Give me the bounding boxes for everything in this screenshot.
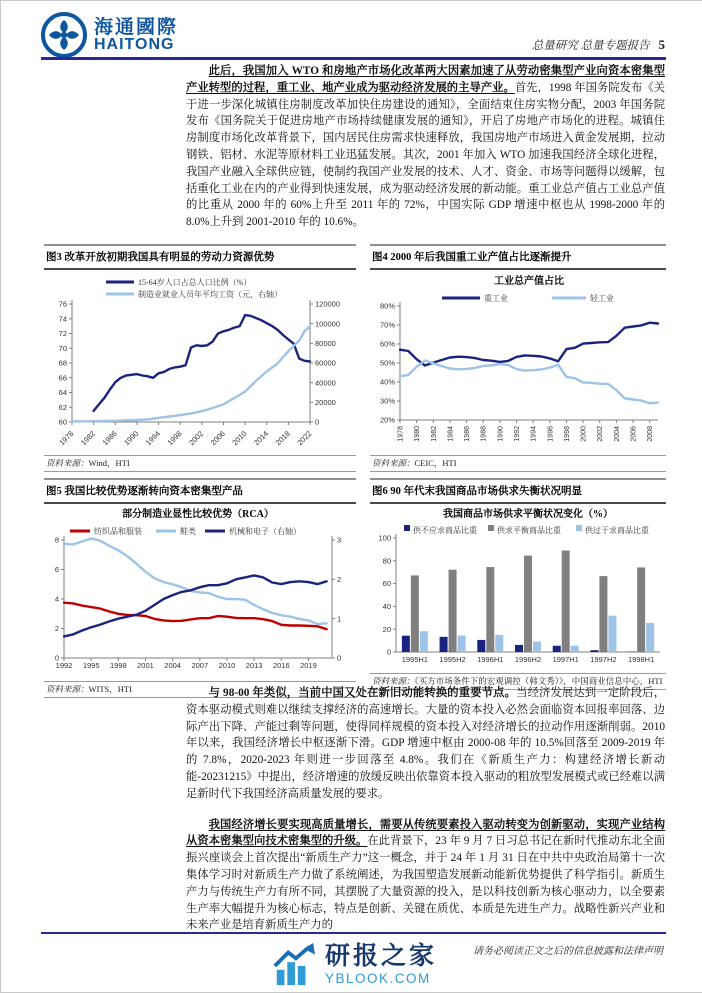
paragraph-2 <box>186 685 665 803</box>
svg-text:1998H1: 1998H1 <box>628 655 654 664</box>
figure-6-chart <box>370 506 666 668</box>
watermark-name-en: YBLOOK.COM <box>325 972 437 986</box>
svg-text:1994: 1994 <box>144 429 162 447</box>
svg-text:100: 100 <box>378 534 391 543</box>
svg-text:60%: 60% <box>380 340 395 349</box>
paragraph-3-body: 在此背景下，23 年 9 月 7 日习总书记在新时代推动东北全面振兴座谈会上首次提出“新质生产力”这一概念，并于 24 年 1 月 31 日在中共中央政治局第十一次集体学习时对新质生产力做了系统阐述，为我国塑造发展新动能新优势提供了科学指引。新质生产力与传统生产力有所不同，其摆脱了大量资源的投入，是以科技创新为核心驱动力，以全要素生产率大幅提升为核心标志，特点是创新、关键在质优、本质是先进生产力。战略性新兴产业和未来产业是培育新质生产力的 <box>186 835 665 931</box>
footer-rule <box>41 932 666 934</box>
paragraph-1-body: 首先，1998 年国务院发布《关于进一步深化城镇住房制度改革加快住房建设的通知》，全面结束住房实物分配，2003 年国务院发布《国务院关于促进房地产市场持续健康发展的通知》，开启了房地产市场化的进程。城镇住房制度市场化改革背景下，国内居民住房需求快速释放，我国房地产市场进入黄金发展期，拉动钢铁、铝材、水泥等原材料工业迅猛发展。其次，2001 年加入 WTO 加速我国经济全球化进程，我国产业融入全球供应链，使制约我国产业发展的技术、人才、资金、市场等问题得以缓解，包括重化工业在内的产业得到快速发展，成为驱动经济发展的新动能。重工业总产值占工业总产值的比重从 2000 年的 60%上升至 2011 年的 72%，中国实际 GDP 增速中枢也从 1998-2000 年的 8.0%上升到 2001-2010 年的 10.6%。 <box>186 82 665 228</box>
header-rule <box>41 57 666 60</box>
figure-3-caption: 图3 改革开放初期我国具有明显的劳动力资源优势 <box>44 244 356 270</box>
paragraph-3 <box>186 817 665 935</box>
svg-text:2019: 2019 <box>300 661 317 670</box>
svg-text:40%: 40% <box>380 378 395 387</box>
brand-name-en: HAITONG <box>94 37 178 53</box>
svg-text:1995H2: 1995H2 <box>439 655 465 664</box>
svg-text:2018: 2018 <box>274 429 292 447</box>
figure-4-caption: 图4 2000 年后我国重工业产值占比逐渐提升 <box>370 244 666 270</box>
svg-text:1984: 1984 <box>447 426 454 442</box>
svg-text:供过于求商品比重: 供过于求商品比重 <box>585 525 649 535</box>
svg-text:1997H1: 1997H1 <box>553 655 579 664</box>
svg-text:0: 0 <box>337 654 341 663</box>
svg-text:72: 72 <box>59 329 67 338</box>
svg-text:供不应求商品比重: 供不应求商品比重 <box>413 525 477 535</box>
svg-text:20: 20 <box>383 625 391 634</box>
paragraph-1-lead: 此后，我国加入 WTO 和房地产市场化改革两大因素加速了从劳动密集型产业向资本密集型产业转型的过程，重工业、地产业成为驱动经济发展的主导产业。 <box>186 65 665 94</box>
svg-text:1992: 1992 <box>56 661 73 670</box>
svg-text:鞋类: 鞋类 <box>180 526 196 536</box>
brand-name-cn: 海通國際 <box>94 18 178 37</box>
svg-text:20000: 20000 <box>315 398 336 407</box>
svg-text:1978: 1978 <box>57 429 75 447</box>
svg-text:2004: 2004 <box>614 426 621 442</box>
svg-text:62: 62 <box>59 403 67 412</box>
svg-text:2002: 2002 <box>597 426 604 442</box>
svg-text:我国商品市场供求平衡状况变化（%）: 我国商品市场供求平衡状况变化（%） <box>443 507 613 520</box>
svg-text:工业总产值占比: 工业总产值占比 <box>494 274 564 287</box>
figure-5-block <box>44 478 356 698</box>
svg-text:0: 0 <box>315 418 319 427</box>
svg-text:2008: 2008 <box>647 426 654 442</box>
svg-text:制造业就业人员年平均工资（元，右轴）: 制造业就业人员年平均工资（元，右轴） <box>138 289 282 300</box>
figure-5-caption: 图5 我国比较优势逐渐转向资本密集型产品 <box>44 478 356 504</box>
figure-3-source: 资料来源：Wind，HTI <box>44 455 356 472</box>
figure-4-chartbox <box>370 270 666 455</box>
svg-text:3: 3 <box>337 536 341 545</box>
figure-6-chartbox <box>370 504 666 673</box>
svg-text:1982: 1982 <box>431 426 438 442</box>
svg-text:轻工业: 轻工业 <box>590 293 614 303</box>
svg-text:1988: 1988 <box>481 426 488 442</box>
figure-6-block <box>370 478 666 698</box>
svg-text:50%: 50% <box>380 359 395 368</box>
paragraph-2-body: 当经济发展达到一定阶段后，资本驱动模式则难以继续支撑经济的高速增长。大量的资本投入必然会面临资本回报率回落、边际产出下降、产能过剩等问题，使得同样规模的资本投入对经济增长的拉动作用逐渐削弱。2010 年以来，我国经济增长中枢逐渐下滑。GDP 增速中枢由 2000-08 年的 10.5%回落至 2009-2019 年的 7.8%，2020-2023 年则进一步回落至 4.8%。我们在《新质生产力：构建经济增长新动能-20231215》中提出，经济增速的放缓反映出依靠资本投入驱动的粗放型发展模式或已经难以满足新时代下我国经济高质量发展的要求。 <box>186 687 665 800</box>
svg-text:66: 66 <box>59 373 67 382</box>
svg-text:6: 6 <box>55 565 59 574</box>
svg-text:2002: 2002 <box>187 429 205 447</box>
svg-text:2014: 2014 <box>252 429 270 447</box>
haitong-logo-icon <box>41 12 87 58</box>
svg-text:2: 2 <box>337 575 341 584</box>
svg-text:60: 60 <box>383 579 391 588</box>
body-section-1 <box>186 63 665 245</box>
svg-text:1994: 1994 <box>531 426 538 442</box>
svg-text:40: 40 <box>383 602 391 611</box>
svg-text:60000: 60000 <box>315 359 336 368</box>
svg-text:1986: 1986 <box>464 426 471 442</box>
bar-chart-arrow-icon <box>271 943 317 987</box>
svg-text:76: 76 <box>59 300 67 309</box>
svg-text:部分制造业显性比较优势（RCA）: 部分制造业显性比较优势（RCA） <box>122 507 274 520</box>
svg-text:1990: 1990 <box>497 426 504 442</box>
report-type-header <box>532 37 665 53</box>
svg-text:2022: 2022 <box>295 429 313 447</box>
svg-text:0: 0 <box>55 654 59 663</box>
figure-3-block <box>44 244 356 472</box>
figure-6-source: 资料来源：《买方市场条件下的宏观调控（韩文秀）》，中国商业信息中心，HTI <box>370 673 666 690</box>
svg-text:20%: 20% <box>380 416 395 425</box>
doc-type-label: 总量研究 总量专题报告 <box>532 40 650 52</box>
svg-text:80: 80 <box>383 556 391 565</box>
svg-text:2004: 2004 <box>164 661 181 670</box>
svg-text:64: 64 <box>59 388 67 397</box>
svg-text:1997H2: 1997H2 <box>590 655 616 664</box>
svg-text:1996H1: 1996H1 <box>477 655 503 664</box>
watermark-name-cn: 研报之家 <box>325 944 437 969</box>
paragraph-3-lead: 我国经济增长要实现高质量增长，需要从传统要素投入驱动转变为创新驱动，实现产业结构从资本密集型向技术密集型的升级。 <box>186 819 665 848</box>
body-section-2 <box>186 685 665 948</box>
figure-grid <box>44 244 666 698</box>
svg-text:2001: 2001 <box>137 661 154 670</box>
svg-text:80%: 80% <box>380 302 395 311</box>
svg-text:1986: 1986 <box>101 429 119 447</box>
svg-text:80000: 80000 <box>315 339 336 348</box>
figure-4-block <box>370 244 666 472</box>
svg-text:机械和电子（右轴）: 机械和电子（右轴） <box>229 526 301 536</box>
svg-text:2007: 2007 <box>191 661 208 670</box>
svg-text:100000: 100000 <box>315 319 340 328</box>
svg-text:重工业: 重工业 <box>484 293 508 303</box>
svg-text:1980: 1980 <box>414 426 421 442</box>
svg-text:40000: 40000 <box>315 378 336 387</box>
svg-text:1995H1: 1995H1 <box>402 655 428 664</box>
svg-text:2016: 2016 <box>273 661 290 670</box>
svg-text:1982: 1982 <box>79 429 97 447</box>
paragraph-2-lead: 与 98-00 年类似，当前中国又处在新旧动能转换的重要节点。 <box>209 687 517 699</box>
svg-text:1996H2: 1996H2 <box>515 655 541 664</box>
svg-text:1998: 1998 <box>110 661 127 670</box>
svg-text:74: 74 <box>59 314 67 323</box>
svg-text:2: 2 <box>55 624 59 633</box>
svg-text:1995: 1995 <box>83 661 100 670</box>
svg-text:2010: 2010 <box>230 429 248 447</box>
footer-disclaimer: 请务必阅读正文之后的信息披露和法律声明 <box>473 942 663 957</box>
figure-3-chartbox <box>44 270 356 455</box>
figure-4-chart <box>370 272 666 450</box>
svg-text:2000: 2000 <box>581 426 588 442</box>
svg-text:4: 4 <box>55 595 59 604</box>
figure-4-source: 资料来源：CEIC，HTI <box>370 455 666 472</box>
svg-text:供求平衡商品比重: 供求平衡商品比重 <box>497 525 561 535</box>
svg-text:1: 1 <box>337 614 341 623</box>
figure-5-chartbox <box>44 504 356 681</box>
svg-text:68: 68 <box>59 359 67 368</box>
svg-text:70: 70 <box>59 344 67 353</box>
svg-text:2013: 2013 <box>246 661 263 670</box>
svg-text:15-64岁人口占总人口比例（%）: 15-64岁人口占总人口比例（%） <box>138 277 251 287</box>
watermark-logo <box>271 943 437 987</box>
figure-3-chart <box>44 272 352 450</box>
svg-text:70%: 70% <box>380 321 395 330</box>
svg-text:60: 60 <box>59 418 67 427</box>
haitong-logo <box>41 12 178 58</box>
svg-text:1990: 1990 <box>122 429 140 447</box>
svg-text:8: 8 <box>55 536 59 545</box>
figure-6-caption: 图6 90 年代末我国商品市场供求失衡状况明显 <box>370 478 666 504</box>
svg-text:1996: 1996 <box>547 426 554 442</box>
svg-text:2010: 2010 <box>219 661 236 670</box>
svg-text:1978: 1978 <box>398 426 405 442</box>
figure-5-source: 资料来源：WITS，HTI <box>44 681 356 698</box>
svg-text:0: 0 <box>387 648 391 657</box>
svg-text:1998: 1998 <box>564 426 571 442</box>
svg-text:1998: 1998 <box>165 429 183 447</box>
paragraph-1 <box>186 63 665 231</box>
svg-text:30%: 30% <box>380 397 395 406</box>
svg-text:120000: 120000 <box>315 300 340 309</box>
svg-text:1992: 1992 <box>514 426 521 442</box>
svg-text:2006: 2006 <box>631 426 638 442</box>
page-number: 5 <box>659 37 666 52</box>
figure-5-chart <box>44 506 352 676</box>
svg-text:纺织品和服装: 纺织品和服装 <box>94 526 142 536</box>
svg-text:2006: 2006 <box>209 429 227 447</box>
